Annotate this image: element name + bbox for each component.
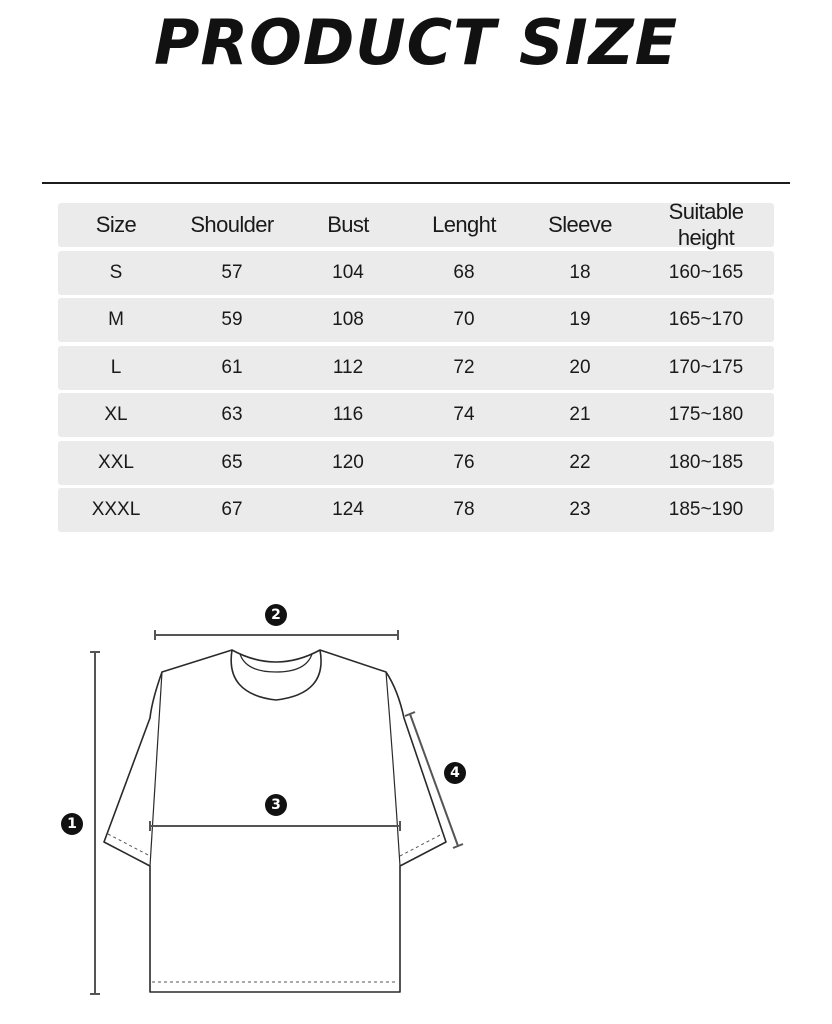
table-row xyxy=(58,298,774,342)
header-bust: Bust xyxy=(327,212,369,237)
tshirt-outline xyxy=(104,650,446,992)
cell-size: S xyxy=(109,261,123,283)
marker-length: 1 xyxy=(61,813,83,835)
table-row xyxy=(58,441,774,485)
cell-size: XL xyxy=(104,404,128,425)
cell-size: L xyxy=(110,356,122,378)
marker-bust: 3 xyxy=(265,794,287,816)
cell-bust: 104 xyxy=(332,261,364,283)
cell-shoulder: 59 xyxy=(221,309,243,330)
cell-bust: 120 xyxy=(332,451,364,473)
cell-bust: 124 xyxy=(332,499,364,520)
cell-length: 72 xyxy=(453,356,475,378)
cell-suitable-height: 175~180 xyxy=(668,404,744,425)
cell-length: 76 xyxy=(453,451,475,473)
cell-sleeve: 23 xyxy=(569,499,591,520)
cell-length: 68 xyxy=(453,261,475,283)
header-sleeve: Sleeve xyxy=(548,212,612,237)
header-length: Lenght xyxy=(432,212,496,237)
cell-sleeve: 20 xyxy=(569,356,591,378)
table-row xyxy=(58,488,774,532)
header-suitable-height: Suitable height xyxy=(668,199,744,250)
table-row xyxy=(58,393,774,437)
size-table xyxy=(58,199,774,536)
cell-sleeve: 22 xyxy=(569,451,591,473)
header-shoulder: Shoulder xyxy=(190,212,274,237)
tshirt-illustration xyxy=(0,590,500,1010)
cell-sleeve: 18 xyxy=(569,261,591,283)
cell-shoulder: 67 xyxy=(221,499,243,520)
header-size: Size xyxy=(95,212,137,237)
cell-length: 70 xyxy=(453,309,475,330)
cell-length: 74 xyxy=(453,404,475,425)
cell-shoulder: 65 xyxy=(221,451,243,473)
table-header-row xyxy=(58,199,774,250)
cell-shoulder: 63 xyxy=(221,404,243,425)
cell-bust: 116 xyxy=(332,404,364,425)
cell-suitable-height: 160~165 xyxy=(668,261,744,283)
marker-shoulder: 2 xyxy=(265,604,287,626)
table-row xyxy=(58,251,774,295)
cell-size: M xyxy=(108,309,124,330)
cell-length: 78 xyxy=(453,499,475,520)
cell-sleeve: 19 xyxy=(569,309,591,330)
tshirt-measurement-diagram xyxy=(0,590,500,1010)
cell-bust: 112 xyxy=(332,356,364,378)
divider xyxy=(42,182,790,184)
cell-shoulder: 57 xyxy=(221,261,243,283)
cell-suitable-height: 180~185 xyxy=(668,451,744,473)
cell-suitable-height: 185~190 xyxy=(668,499,744,520)
cell-suitable-height: 165~170 xyxy=(668,309,744,330)
cell-size: XXL xyxy=(98,451,134,473)
cell-suitable-height: 170~175 xyxy=(668,356,744,378)
cell-sleeve: 21 xyxy=(569,404,591,425)
page-title: PRODUCT SIZE xyxy=(153,6,679,79)
cell-size: XXXL xyxy=(91,499,141,520)
cell-shoulder: 61 xyxy=(221,356,243,378)
table-row xyxy=(58,346,774,390)
cell-bust: 108 xyxy=(332,309,364,330)
marker-sleeve: 4 xyxy=(444,762,466,784)
